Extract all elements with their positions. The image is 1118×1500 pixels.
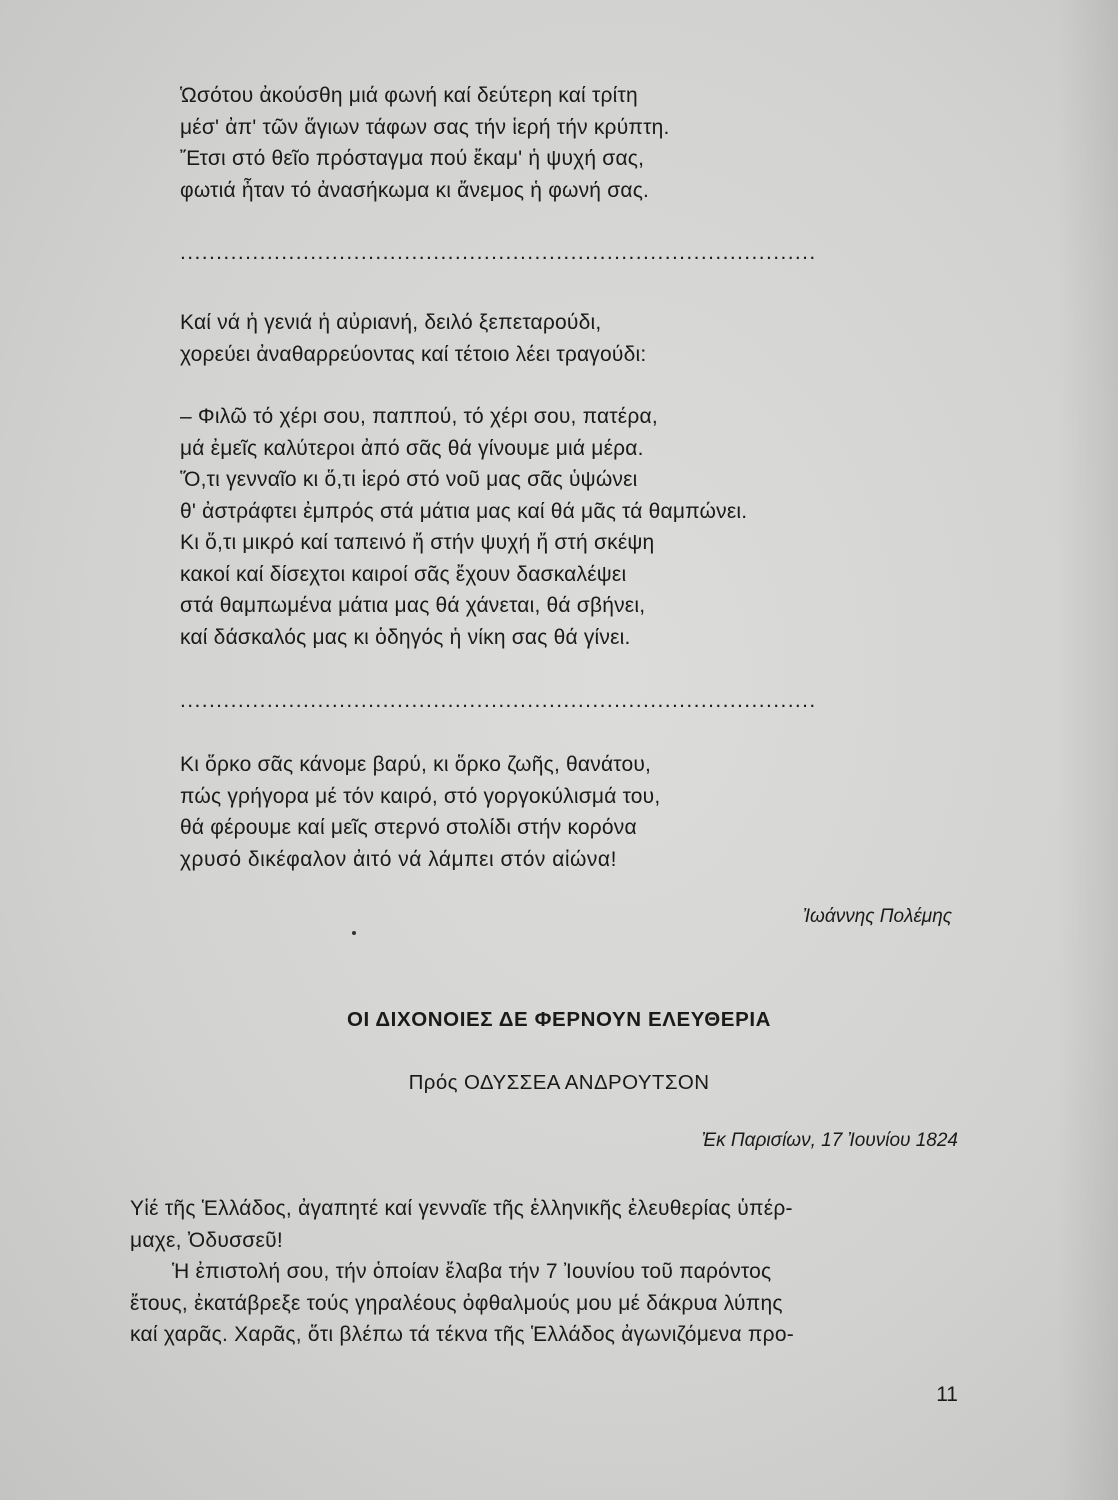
poem-line: καί δάσκαλός μας κι ὁδηγός ἡ νίκη σας θά γίνει. (180, 625, 631, 649)
poem-line: Κι ὅρκο σᾶς κάνομε βαρύ, κι ὅρκο ζωῆς, θανάτου, (180, 753, 652, 776)
letter-line: καί χαρᾶς. Χαρᾶς, ὅτι βλέπω τά τέκνα τῆς Ἑλλάδος ἀγωνιζόμενα προ- (130, 1323, 794, 1346)
poem-stanza-2 (180, 307, 960, 370)
page-edge-shadow (1058, 0, 1118, 1500)
letter-body (130, 1193, 960, 1351)
letter-line: ἔτους, ἐκατάβρεξε τούς γηραλέους ὀφθαλμούς μου μέ δάκρυα λύπης (130, 1291, 783, 1315)
poem-stanza-3 (180, 401, 960, 653)
poem-line: θ' ἀστράφτει ἐμπρός στά μάτια μας καί θά μᾶς τά θαμπώνει. (180, 499, 748, 523)
page-number: 11 (936, 1383, 958, 1406)
letter-line: μαχε, Ὀδυσσεῦ! (130, 1228, 283, 1252)
dotted-line: ........................................................................................ (180, 690, 817, 712)
print-speck (352, 931, 356, 935)
poem-line: κακοί καί δίσεχτοι καιροί σᾶς ἔχουν δασκαλέψει (180, 562, 627, 586)
poem-line: Ὡσότου ἀκούσθη μιά φωνή καί δεύτερη καί τρίτη (180, 84, 638, 107)
poem-line: μέσ' ἀπ' τῶν ἅγιων τάφων σας τήν ἱερή τήν κρύπτη. (180, 115, 670, 139)
poem-stanza-1 (180, 80, 960, 206)
poem-line: Ἔτσι στό θεῖο πρόσταγμα πού ἔκαμ' ἡ ψυχή σας, (180, 147, 645, 170)
dotted-line: ........................................................................................ (180, 242, 817, 264)
poem-line: Ὅ,τι γενναῖο κι ὅ,τι ἱερό στό νοῦ μας σᾶς ὑψώνει (180, 468, 638, 491)
poem-line: στά θαμπωμένα μάτια μας θά χάνεται, θά σβήνει, (180, 594, 646, 617)
poem-line: Κι ὅ,τι μικρό καί ταπεινό ἤ στήν ψυχή ἤ στή σκέψη (180, 531, 655, 554)
ellipsis-divider-1 (180, 242, 960, 264)
poem-line: χορεύει ἀναθαρρεύοντας καί τέτοιο λέει τραγούδι: (180, 342, 647, 366)
poem-line: θά φέρουμε καί μεῖς στερνό στολίδι στήν κορόνα (180, 816, 637, 839)
letter-addressee: Πρός ΟΔΥΣΣΕΑ ΑΝΔΡΟΥΤΣΟΝ (408, 1071, 710, 1094)
letter-line: Ἡ ἐπιστολή σου, τήν ὁποίαν ἔλαβα τήν 7 Ἰουνίου τοῦ παρόντος (172, 1260, 772, 1283)
poem-line: πώς γρήγορα μέ τόν καιρό, στό γοργοκύλισμά του, (180, 784, 661, 808)
section-heading: ΟΙ ΔΙΧΟΝΟΙΕΣ ΔΕ ΦΕΡΝΟΥΝ ΕΛΕΥΘΕΡΙΑ (346, 1008, 772, 1031)
poem-line: μά ἐμεῖς καλύτεροι ἀπό σᾶς θά γίνουμε μιά μέρα. (180, 436, 644, 460)
poem-line: – Φιλῶ τό χέρι σου, παππού, τό χέρι σου, πατέρα, (180, 405, 658, 428)
poem-line: Καί νά ἡ γενιά ἡ αὐριανή, δειλό ξεπεταρούδι, (180, 311, 602, 334)
letter-dateline: Ἐκ Παρισίων, 17 Ἰουνίου 1824 (701, 1130, 958, 1151)
poem-stanza-4 (180, 749, 960, 875)
poem-signature: Ἰωάννης Πολέμης (802, 906, 952, 927)
letter-line: Υἱέ τῆς Ἑλλάδος, ἀγαπητέ καί γενναῖε τῆς ἑλληνικῆς ἐλευθερίας ὑπέρ- (130, 1197, 793, 1220)
poem-line: χρυσό δικέφαλον ἀιτό νά λάμπει στόν αἰώνα! (180, 847, 617, 871)
poem-line: φωτιά ἦταν τό ἀνασήκωμα κι ἄνεμος ἡ φωνή σας. (180, 178, 650, 202)
ellipsis-divider-2 (180, 690, 960, 712)
